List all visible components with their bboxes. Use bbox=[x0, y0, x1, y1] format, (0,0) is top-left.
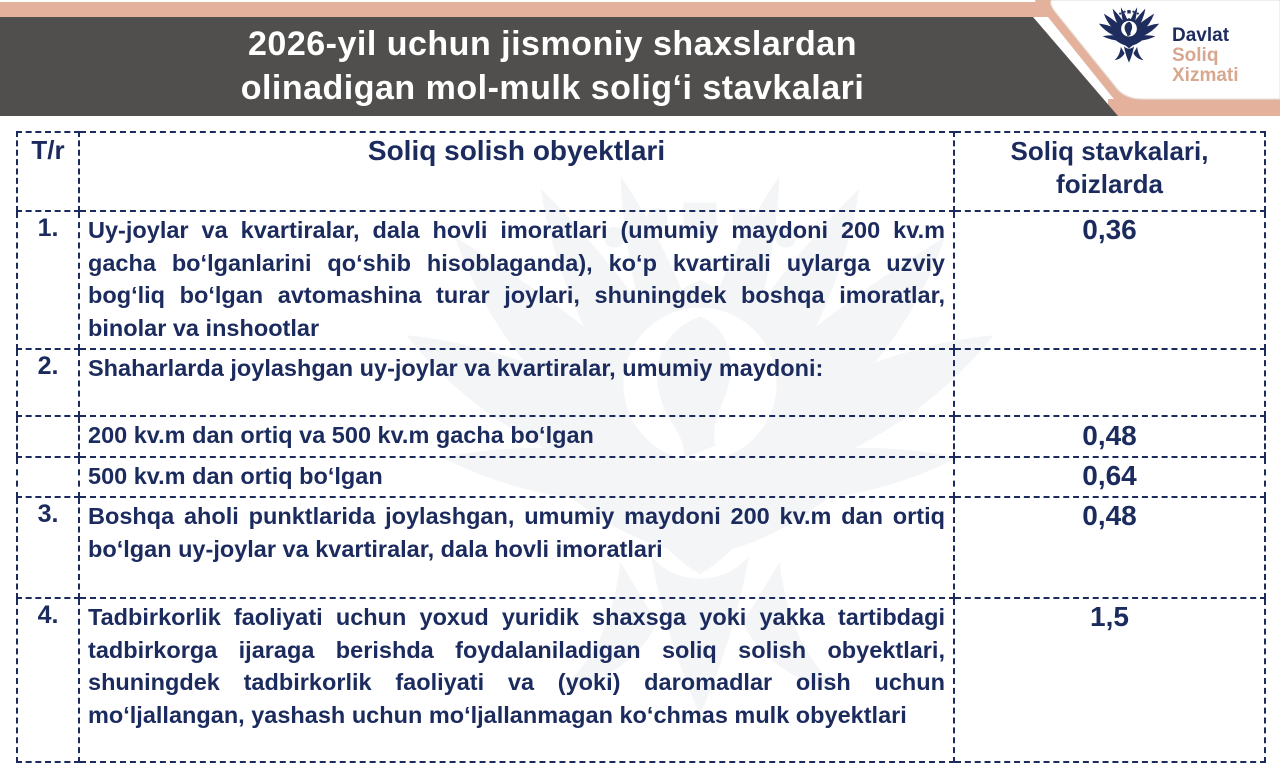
page-title-line1: 2026-yil uchun jismoniy shaxslardan bbox=[248, 25, 857, 63]
row-text: Shaharlarda joylashgan uy-joylar va kvartiralar, umumiy maydoni: bbox=[79, 349, 954, 416]
tan-right-strip bbox=[1108, 99, 1280, 116]
logo-word-soliq: Soliq bbox=[1172, 45, 1219, 66]
table-row bbox=[17, 497, 1265, 598]
table-row bbox=[17, 416, 1265, 457]
table-row bbox=[17, 457, 1265, 497]
row-number: 4. bbox=[17, 598, 79, 762]
row-text: 500 kv.m dan ortiq boʻlgan bbox=[79, 457, 954, 497]
table-header-row bbox=[17, 132, 1265, 211]
header-banner bbox=[0, 0, 1280, 123]
logo-wordmark bbox=[1172, 26, 1239, 86]
row-rate: 0,36 bbox=[954, 211, 1265, 349]
table-row bbox=[17, 598, 1265, 762]
col-header-objects: Soliq solish obyektlari bbox=[79, 132, 954, 211]
row-number bbox=[17, 457, 79, 497]
row-number: 3. bbox=[17, 497, 79, 598]
col-header-tr: T/r bbox=[17, 132, 79, 211]
logo-word-xizmati: Xizmati bbox=[1172, 65, 1239, 86]
row-number: 1. bbox=[17, 211, 79, 349]
row-text: Boshqa aholi punktlarida joylashgan, umumiy maydoni 200 kv.m dan ortiq boʻlgan uy-joylar va kvartiralar, dala hovli imoratlari bbox=[79, 497, 954, 598]
table-row bbox=[17, 349, 1265, 416]
logo-word-davlat: Davlat bbox=[1172, 25, 1230, 46]
tax-rates-table bbox=[16, 131, 1266, 763]
row-number bbox=[17, 416, 79, 457]
page-title bbox=[0, 22, 1105, 110]
row-text: Uy-joylar va kvartiralar, dala hovli imoratlari (umumiy maydoni 200 kv.m gacha boʻlganlarini qoʻshib hisoblaganda), koʻp kvartirali uylarga uzviy bogʻliq boʻlgan avtomashina turar joylari, shuningdek boshqa imoratlar, binolar va inshootlar bbox=[79, 211, 954, 349]
row-text: Tadbirkorlik faoliyati uchun yoxud yuridik shaxsga yoki yakka tartibdagi tadbirkorga ijaraga berishda foydalaniladigan soliq solish obyektlari, shuningdek tadbirkorlik faoliyati va (yoki) daromadlar olish uchun moʻljallangan, yashash uchun moʻljallanmagan koʻchmas mulk obyektlari bbox=[79, 598, 954, 762]
table-row bbox=[17, 211, 1265, 349]
page-title-line2: olinadigan mol-mulk soligʻi stavkalari bbox=[240, 69, 865, 107]
row-rate: 1,5 bbox=[954, 598, 1265, 762]
col-header-rates: Soliq stavkalari, foizlarda bbox=[954, 132, 1265, 211]
row-rate: 0,48 bbox=[954, 497, 1265, 598]
row-text: 200 kv.m dan ortiq va 500 kv.m gacha boʻlgan bbox=[79, 416, 954, 457]
row-number: 2. bbox=[17, 349, 79, 416]
row-rate: 0,48 bbox=[954, 416, 1265, 457]
tan-top-strip bbox=[0, 2, 1060, 17]
row-rate bbox=[954, 349, 1265, 416]
row-rate: 0,64 bbox=[954, 457, 1265, 497]
